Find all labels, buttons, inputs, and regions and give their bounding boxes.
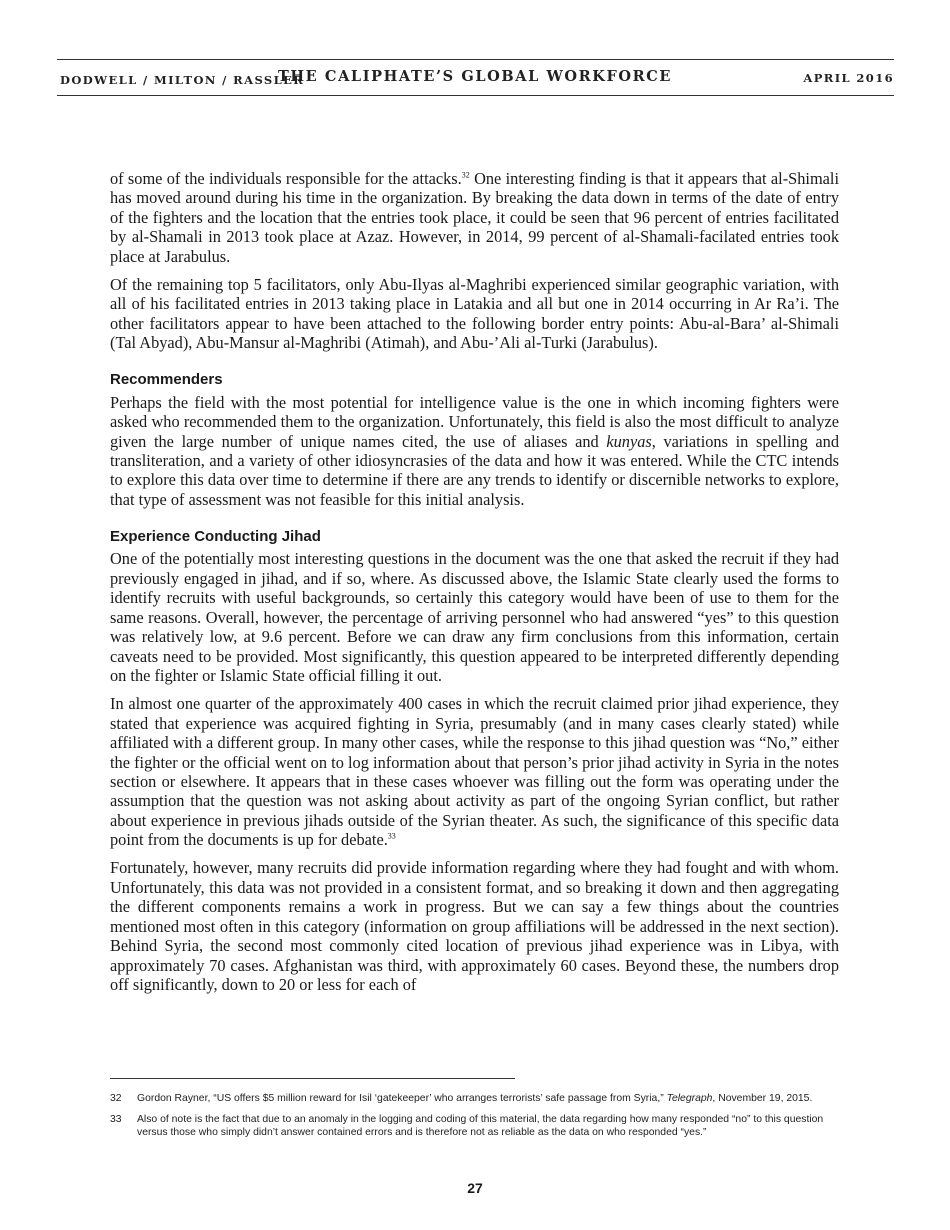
heading-experience-conducting-jihad: Experience Conducting Jihad xyxy=(110,527,321,545)
heading-recommenders: Recommenders xyxy=(110,371,223,389)
footnote-text: Also of note is the fact that due to an anomaly in the logging and coding of this material, the data regarding how many responded “no” to this question versus those who simply didn’t answer contained errors and is therefore not as reliable as the data on who responded “yes.” xyxy=(137,1114,824,1139)
paragraph-2: Of the remaining top 5 facilitators, only Abu-Ilyas al-Maghribi experienced similar geographic variation, with all of his facilitated entries in 2013 taking place in Latakia and all but one in 2014 occurring in Ar Ra’i. The other facilitators appear to have been attached to the following border entry points: Abu-al-Bara’ al-Shimali (Tal Abyad), Abu-Mansur al-Maghribi (Atimah), and Abu-’Ali al-Turki (Jarabulus). xyxy=(110,274,839,353)
paragraph-3 xyxy=(110,393,839,510)
paragraph-3-text-a: Perhaps the field with the most potential for intelligence value is the one in which incoming fighters were asked who recommended them to the organization. Unfortunately, this field is also the most difficult to analyze given the large number of unique names cited, the use of aliases and xyxy=(110,392,839,451)
header-title: THE CALIPHATE’S GLOBAL WORKFORCE xyxy=(277,68,673,85)
header-bottom-rule xyxy=(57,95,894,96)
main-text xyxy=(110,169,839,1003)
paragraph-5-text: In almost one quarter of the approximately 400 cases in which the recruit claimed prior jihad experience, they stated that experience was acquired fighting in Syria, presumably (and in many cases clearly stated) while affiliated with a different group. In many other cases, while the response to this jihad question was “No,” either the fighter or the official went on to log information about that person’s prior jihad activity in Syria in the notes section or elsewhere. It appears that in these cases whoever was filling out the form was operating under the assumption that the question was not asking about activity as part of the ongoing Syrian conflict, but rather about experience in previous jihads outside of the Syrian theater. As such, the significance of this specific data point from the documents is up for debate. xyxy=(110,694,839,850)
footnote-rule xyxy=(110,1078,515,1079)
page-number: 27 xyxy=(467,1180,483,1196)
paragraph-3-text-b: , variations in spelling and transliteration, and a variety of other idiosyncrasies of the data and how it was entered. While the CTC intends to explore this data over time to determine if there are any trends to identify or discernible networks to explore, that type of assessment was not feasible for this initial analysis. xyxy=(110,431,839,509)
header-date: APRIL 2016 xyxy=(803,71,894,85)
footnote-ref-32: 32 xyxy=(461,170,470,180)
paragraph-4: One of the potentially most interesting questions in the document was the one that asked the recruit if they had previously engaged in jihad, and if so, where. As discussed above, the Islamic State clearly used the forms to identify recruits with useful backgrounds, so certainly this category would have been of use to them for the same reasons. Overall, however, the percentage of arriving personnel who had answered “yes” to this question was relatively low, at 9.6 percent. Before we can draw any firm conclusions from this information, certain caveats need to be provided. Most significantly, this question appeared to be interpreted differently depending on the fighter or Islamic State official filling it out. xyxy=(110,549,839,686)
header-top-rule xyxy=(57,59,894,60)
footnote-32-publication: Telegraph xyxy=(666,1093,713,1104)
paragraph-3-emphasis: kunyas xyxy=(606,431,652,451)
paragraph-1 xyxy=(110,169,839,266)
footnote-32-text-b: , November 19, 2015. xyxy=(712,1093,813,1104)
footnote-32-text-a: Gordon Rayner, “US offers $5 million reward for Isil ‘gatekeeper’ who arranges terrorists’ safe passage from Syria,” xyxy=(137,1093,667,1104)
footnotes xyxy=(110,1092,839,1148)
paragraph-5 xyxy=(110,694,839,850)
footnote-33 xyxy=(110,1113,839,1139)
footnote-number: 33 xyxy=(110,1114,122,1126)
paragraph-1-text-a: of some of the individuals responsible for the attacks. xyxy=(110,169,462,188)
footnote-number: 32 xyxy=(110,1093,122,1104)
footnote-32 xyxy=(110,1092,839,1105)
footnote-text xyxy=(137,1092,839,1105)
paragraph-6: Fortunately, however, many recruits did provide information regarding where they had fought and with whom. Unfortunately, this data was not provided in a consistent format, and so breaking it down and then aggregating the different components remains a work in progress. But we can say a few things about the countries mentioned most often in this category (information on group affiliations will be addressed in the next section). Behind Syria, the second most commonly cited location of previous jihad experience was in Libya, with approximately 70 cases. Afghanistan was third, with approximately 60 cases. Beyond these, the numbers drop off significantly, down to 20 or less for each of xyxy=(110,858,839,995)
footnote-ref-33: 33 xyxy=(387,831,396,841)
header-authors: DODWELL / MILTON / RASSLER xyxy=(60,73,305,87)
paragraph-1-text-b: One interesting finding is that it appears that al-Shimali has moved around during his time in the organization. By breaking the data down in terms of the date of entry of the fighters and the location that the entries took place, it could be seen that 96 percent of entries facilitated by al-Shamali in 2013 took place at Azaz. However, in 2014, 99 percent of al-Shamali-facilated entries took place at Jarabulus. xyxy=(110,169,840,266)
